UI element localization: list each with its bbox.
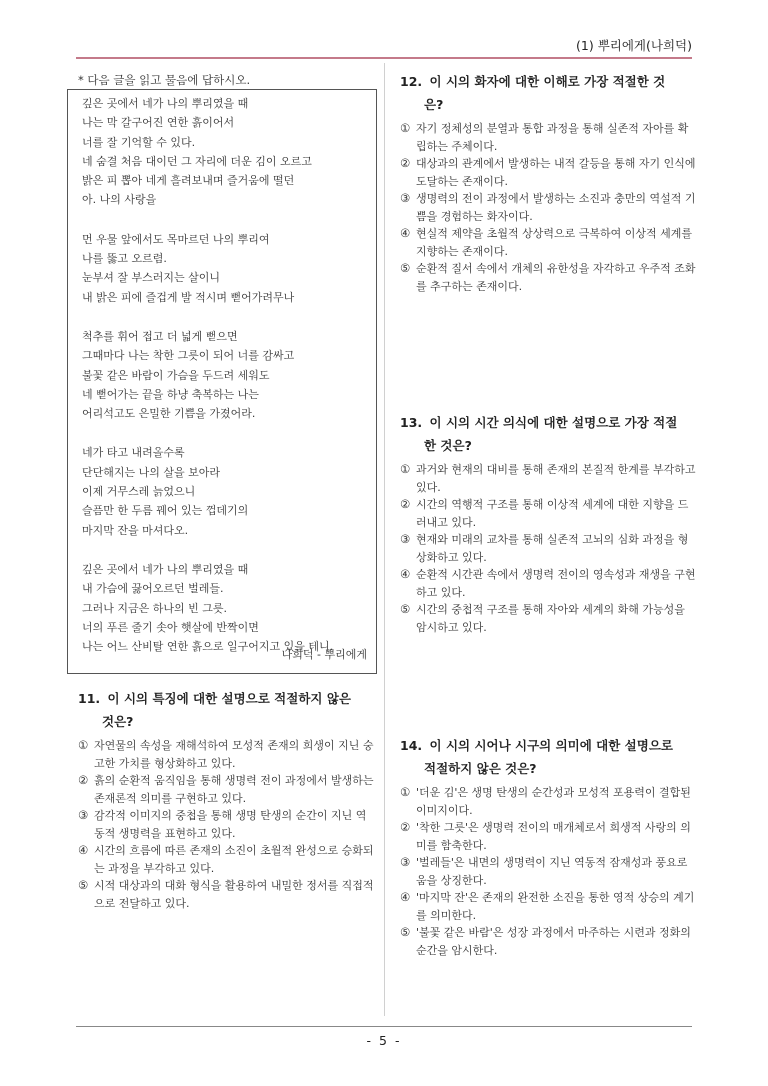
poem-line: 네 뻗어가는 끝을 하냥 축복하는 나는 (82, 387, 259, 401)
answer-option[interactable] (400, 190, 696, 225)
answer-option[interactable] (78, 737, 374, 772)
answer-option[interactable] (78, 772, 374, 807)
question-number: 13. (400, 415, 423, 430)
answer-option[interactable] (78, 842, 374, 877)
header-title: (1) 뿌리에게(나희덕) (576, 38, 692, 53)
option-text: 시적 대상과의 대화 형식을 활용하여 내밀한 정서를 직접적으로 전달하고 있다. (94, 879, 374, 910)
poem-line: 불꽃 같은 바람이 가슴을 두드려 세워도 (82, 368, 270, 382)
answer-option[interactable] (400, 601, 696, 636)
answer-option[interactable] (400, 155, 696, 190)
option-text: '더운 김'은 생명 탄생의 순간성과 모성적 포용력이 결합된 이미지이다. (416, 786, 691, 817)
poem-line: 나는 막 갈구어진 연한 흙이어서 (82, 116, 235, 130)
poem-line: 내 가슴에 끓어오르던 벌레들. (82, 582, 224, 596)
option-marker: ⑤ (400, 925, 411, 939)
answer-option[interactable] (400, 819, 696, 854)
poem-stanza-2 (82, 230, 368, 307)
option-marker: ② (400, 497, 411, 511)
question-number: 12. (400, 74, 423, 89)
stanza-gap (82, 210, 368, 230)
poem-line: 나는 어느 산비탈 연한 흙으로 일구어지고 있을 테니. (82, 640, 334, 654)
question-stem-line: 한 것은? (424, 438, 472, 453)
question-stem-line: 적절하지 않은 것은? (424, 761, 537, 776)
answer-option[interactable] (400, 566, 696, 601)
poem-author: 나희덕 - 뿌리에게 (281, 647, 367, 661)
question-stem-line: 이 시의 특징에 대한 설명으로 적절하지 않은 (107, 691, 351, 706)
stanza-gap (82, 540, 368, 560)
poem-box (67, 89, 377, 674)
option-marker: ④ (400, 226, 411, 240)
poem-line: 마지막 잔을 마셔다오. (82, 523, 189, 537)
option-text: 대상과의 관계에서 발생하는 내적 갈등을 통해 자기 인식에 도달하는 존재이다. (416, 157, 696, 188)
poem-line: 눈부셔 잘 부스러지는 살이니 (82, 271, 221, 285)
option-marker: ① (400, 121, 411, 135)
poem-stanza-5 (82, 560, 368, 656)
header-divider (76, 57, 692, 59)
answer-option[interactable] (400, 889, 696, 924)
option-text: 생명력의 전이 과정에서 발생하는 소진과 충만의 역설적 기쁨을 경험하는 화자이다. (416, 192, 696, 223)
option-text: '마지막 잔'은 존재의 완전한 소진을 통한 영적 상승의 계기를 의미한다. (416, 891, 695, 922)
option-marker: ③ (78, 808, 89, 822)
answer-option[interactable] (400, 854, 696, 889)
option-text: 순환적 시간관 속에서 생명력 전이의 영속성과 재생을 구현하고 있다. (416, 568, 696, 599)
question-number: 11. (78, 691, 101, 706)
option-text: 자기 정체성의 분열과 통합 과정을 통해 실존적 자아를 확립하는 주체이다. (416, 122, 689, 153)
question-stem-line: 것은? (102, 714, 134, 729)
option-marker: ③ (400, 855, 411, 869)
option-marker: ③ (400, 191, 411, 205)
option-text: '착한 그릇'은 생명력 전이의 매개체로서 희생적 사랑의 의미를 함축한다. (416, 821, 691, 852)
poem-line: 척추를 휘어 접고 더 넓게 뻗으면 (82, 329, 238, 343)
answer-option[interactable] (400, 784, 696, 819)
footer-divider (76, 1026, 692, 1027)
answer-option[interactable] (78, 877, 374, 912)
question-stem (78, 687, 374, 733)
option-marker: ② (78, 773, 89, 787)
question-14 (400, 734, 696, 959)
page-number: - 5 - (366, 1033, 402, 1048)
stanza-gap (82, 307, 368, 327)
poem-line: 네가 타고 내려올수록 (82, 446, 185, 460)
answer-option[interactable] (400, 496, 696, 531)
answer-option[interactable] (400, 461, 696, 496)
answer-option[interactable] (400, 120, 696, 155)
poem-line: 깊은 곳에서 네가 나의 뿌리였을 때 (82, 562, 249, 576)
option-marker: ① (400, 462, 411, 476)
option-marker: ⑤ (400, 602, 411, 616)
poem-line: 이제 거무스레 늙었으니 (82, 485, 196, 499)
answer-option[interactable] (400, 260, 696, 295)
poem-stanza-3 (82, 327, 368, 423)
option-marker: ① (78, 738, 89, 752)
option-marker: ④ (400, 890, 411, 904)
answer-options (400, 784, 696, 959)
poem-line: 그러나 지금은 하나의 빈 그릇. (82, 601, 227, 615)
answer-options (400, 461, 696, 636)
poem-line: 슬픔만 한 두름 꿰어 있는 껍데기의 (82, 504, 249, 518)
option-text: 시간의 중첩적 구조를 통해 자아와 세계의 화해 가능성을 암시하고 있다. (416, 603, 685, 634)
question-number: 14. (400, 738, 423, 753)
answer-options (400, 120, 696, 295)
poem-line: 먼 우물 앞에서도 목마르던 나의 뿌리여 (82, 232, 270, 246)
poem-line: 너를 잘 기억할 수 있다. (82, 135, 196, 149)
poem-stanza-1 (82, 94, 368, 210)
option-text: 순환적 질서 속에서 개체의 유한성을 자각하고 우주적 조화를 추구하는 존재이다. (416, 262, 696, 293)
option-text: 과거와 현재의 대비를 통해 존재의 본질적 한계를 부각하고 있다. (416, 463, 696, 494)
question-13 (400, 411, 696, 636)
poem-line: 너의 푸른 줄기 솟아 햇살에 반짝이면 (82, 620, 259, 634)
question-stem-line: 은? (424, 97, 444, 112)
poem-line: 어리석고도 은밀한 기쁨을 가졌어라. (82, 407, 256, 421)
option-text: 자연물의 속성을 재해석하여 모성적 존재의 희생이 지닌 숭고한 가치를 형상화하고 있다. (94, 739, 374, 770)
option-text: '벌레들'은 내면의 생명력이 지닌 역동적 잠재성과 풍요로움을 상징한다. (416, 856, 688, 887)
poem-line: 내 밝은 피에 즐겁게 발 적시며 뻗어가려무나 (82, 290, 295, 304)
poem-line: 그때마다 나는 착한 그릇이 되어 너를 감싸고 (82, 349, 295, 363)
question-stem (400, 734, 696, 780)
option-text: 시간의 흐름에 따른 존재의 소진이 초월적 완성으로 승화되는 과정을 부각하고 있다. (94, 844, 374, 875)
poem-stanza-4 (82, 443, 368, 539)
poem-line: 네 숨결 처음 대이던 그 자리에 더운 김이 오르고 (82, 154, 312, 168)
question-11 (78, 687, 374, 912)
option-text: 흙의 순환적 움직임을 통해 생명력 전이 과정에서 발생하는 존재론적 의미를 구현하고 있다. (94, 774, 374, 805)
option-marker: ① (400, 785, 411, 799)
poem-line: 밝은 피 뽑아 네게 흘려보내며 즐거움에 떨던 (82, 174, 295, 188)
option-marker: ④ (400, 567, 411, 581)
option-marker: ⑤ (400, 261, 411, 275)
option-marker: ④ (78, 843, 89, 857)
poem-line: 단단해지는 나의 살을 보아라 (82, 465, 221, 479)
answer-options (78, 737, 374, 912)
option-marker: ③ (400, 532, 411, 546)
answer-option[interactable] (400, 225, 696, 260)
instruction-text: * 다음 글을 읽고 물음에 답하시오. (78, 73, 251, 87)
question-stem-line: 이 시의 시어나 시구의 의미에 대한 설명으로 (429, 738, 673, 753)
question-stem-line: 이 시의 화자에 대한 이해로 가장 적절한 것 (429, 74, 666, 89)
poem-line: 깊은 곳에서 네가 나의 뿌리였을 때 (82, 97, 249, 110)
question-stem (400, 411, 696, 457)
option-marker: ② (400, 820, 411, 834)
stanza-gap (82, 423, 368, 443)
option-text: 감각적 이미지의 중첩을 통해 생명 탄생의 순간이 지닌 역동적 생명력을 표현하고 있다. (94, 809, 367, 840)
question-12 (400, 70, 696, 295)
answer-option[interactable] (400, 924, 696, 959)
question-stem-line: 이 시의 시간 의식에 대한 설명으로 가장 적절 (429, 415, 678, 430)
option-marker: ② (400, 156, 411, 170)
poem-line: 나를 뚫고 오르렴. (82, 252, 167, 266)
question-stem (400, 70, 696, 116)
option-text: 현실적 제약을 초월적 상상력으로 극복하여 이상적 세계를 지향하는 존재이다. (416, 227, 693, 258)
option-text: 시간의 역행적 구조를 통해 이상적 세계에 대한 지향을 드러내고 있다. (416, 498, 689, 529)
poem-line: 아. 나의 사랑을 (82, 193, 157, 207)
option-marker: ⑤ (78, 878, 89, 892)
option-text: 현재와 미래의 교차를 통해 실존적 고뇌의 심화 과정을 형상화하고 있다. (416, 533, 689, 564)
answer-option[interactable] (78, 807, 374, 842)
answer-option[interactable] (400, 531, 696, 566)
option-text: '불꽃 같은 바람'은 성장 과정에서 마주하는 시련과 정화의 순간을 암시한다. (416, 926, 691, 957)
column-divider (384, 63, 385, 1016)
